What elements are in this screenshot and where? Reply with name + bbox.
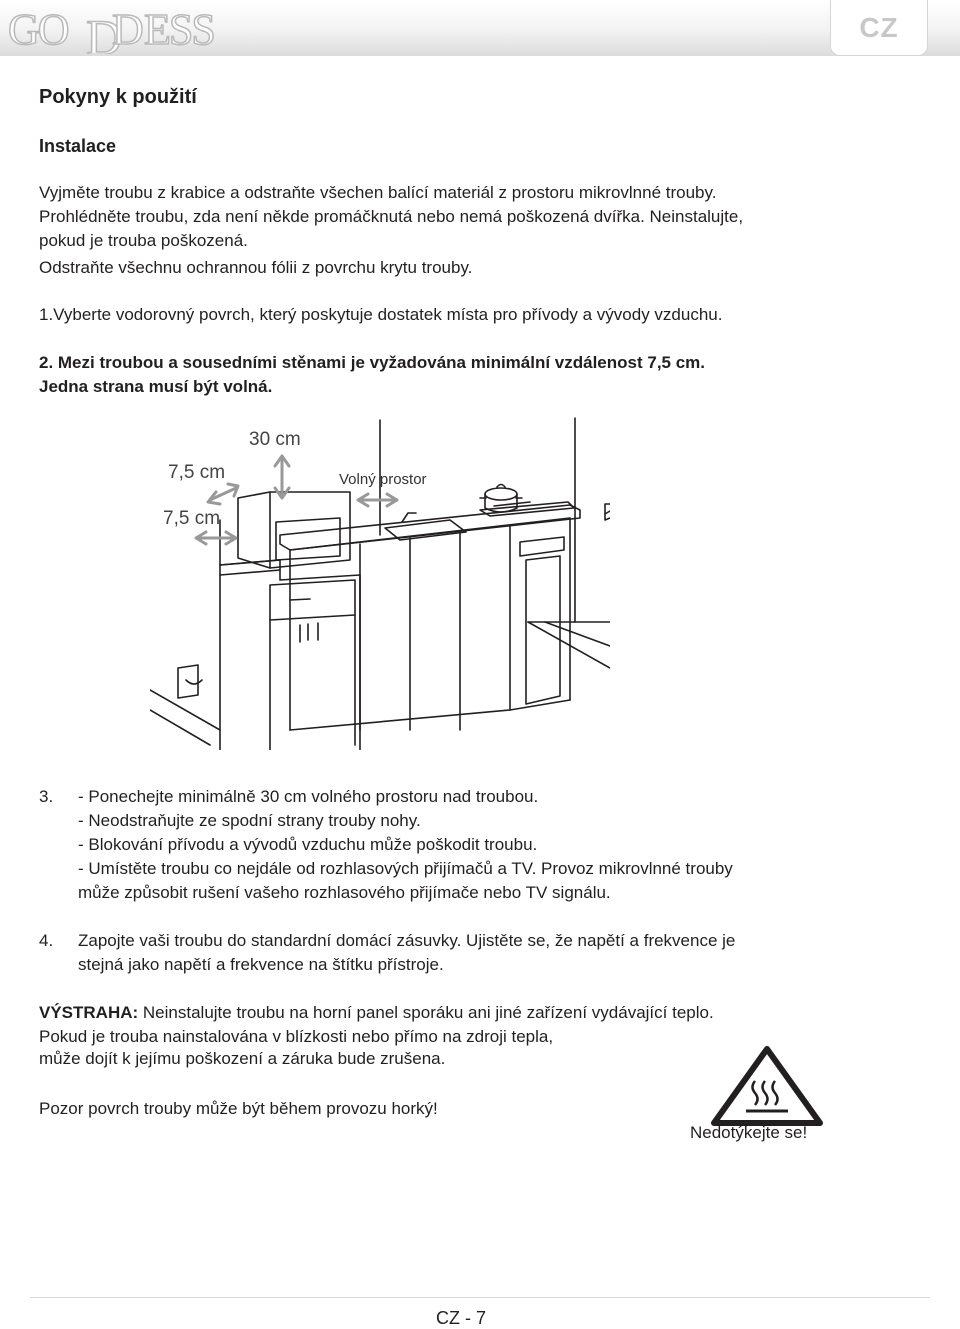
intro-line: pokud je trouba poškozená. bbox=[39, 231, 248, 250]
step-3-line: - Neodstraňujte ze spodní strany trouby nohy. bbox=[78, 811, 421, 830]
page-title: Pokyny k použití bbox=[39, 86, 197, 108]
step-2-line: 2. Mezi troubou a sousedními stěnami je vyžadována minimální vzdálenost 7,5 cm. bbox=[39, 353, 706, 372]
goddess-logo bbox=[8, 4, 248, 54]
footer-divider bbox=[30, 1297, 930, 1298]
step-3-line: - Blokování přívodu a vývodů vzduchu může poškodit troubu. bbox=[78, 835, 538, 854]
free-space-label: Volný prostor bbox=[339, 471, 427, 488]
section-heading: Instalace bbox=[39, 136, 117, 156]
warning-line: Pokud je trouba nainstalována v blízkosti nebo přímo na zdroji tepla, bbox=[39, 1027, 554, 1046]
step-4-line: Zapojte vaši troubu do standardní domácí zásuvky. Ujistěte se, že napětí a frekvence je bbox=[78, 931, 736, 950]
warning-label: VÝSTRAHA: bbox=[39, 1003, 139, 1022]
top-clearance-label: 30 cm bbox=[249, 429, 301, 450]
step-1: 1.Vyberte vodorovný povrch, který poskytuje dostatek místa pro přívody a vývody vzduchu. bbox=[39, 305, 723, 324]
step-3-number: 3. bbox=[39, 787, 54, 806]
step-4-number: 4. bbox=[39, 931, 54, 950]
hot-surface-warning-icon bbox=[710, 1045, 824, 1127]
intro-line: Prohlédněte troubu, zda není někde promáčknutá nebo nemá poškozená dvířka. Neinstalujte, bbox=[39, 207, 744, 226]
sign-caption: Nedotýkejte se! bbox=[690, 1123, 808, 1142]
step-3-line: - Umístěte troubu co nejdále od rozhlasových přijímačů a TV. Provoz mikrovlnné trouby bbox=[78, 859, 733, 878]
intro-line: Vyjměte troubu z krabice a odstraňte všechen balící materiál z prostoru mikrovlnné trouby. bbox=[39, 183, 717, 202]
warning-text: Neinstalujte troubu na horní panel sporáku ani jiné zařízení vydávající teplo. bbox=[138, 1003, 714, 1022]
page-number: CZ - 7 bbox=[436, 1308, 487, 1328]
side-clearance-label: 7,5 cm bbox=[163, 508, 221, 529]
intro-line: Odstraňte všechnu ochrannou fólii z povrchu krytu trouby. bbox=[39, 258, 473, 277]
svg-text:D: D bbox=[112, 5, 144, 54]
side-clearance-label: 7,5 cm bbox=[168, 462, 226, 483]
language-tab: CZ bbox=[830, 0, 928, 56]
warning-line: může dojít k jejímu poškození a záruka bude zrušena. bbox=[39, 1049, 446, 1068]
svg-text:D: D bbox=[86, 9, 123, 54]
step-3-line: - Ponechejte minimálně 30 cm volného prostoru nad troubou. bbox=[78, 787, 539, 806]
step-3-line: může způsobit rušení vašeho rozhlasového přijímače nebo TV signálu. bbox=[78, 883, 611, 902]
installation-diagram bbox=[150, 410, 610, 750]
svg-text:GO: GO bbox=[8, 5, 68, 54]
hot-surface-note: Pozor povrch trouby může být během provozu horký! bbox=[39, 1099, 438, 1118]
step-2-line: Jedna strana musí být volná. bbox=[39, 377, 273, 396]
step-4-line: stejná jako napětí a frekvence na štítku přístroje. bbox=[78, 955, 444, 974]
warning-line bbox=[39, 1001, 714, 1025]
svg-text:ESS: ESS bbox=[144, 5, 214, 54]
